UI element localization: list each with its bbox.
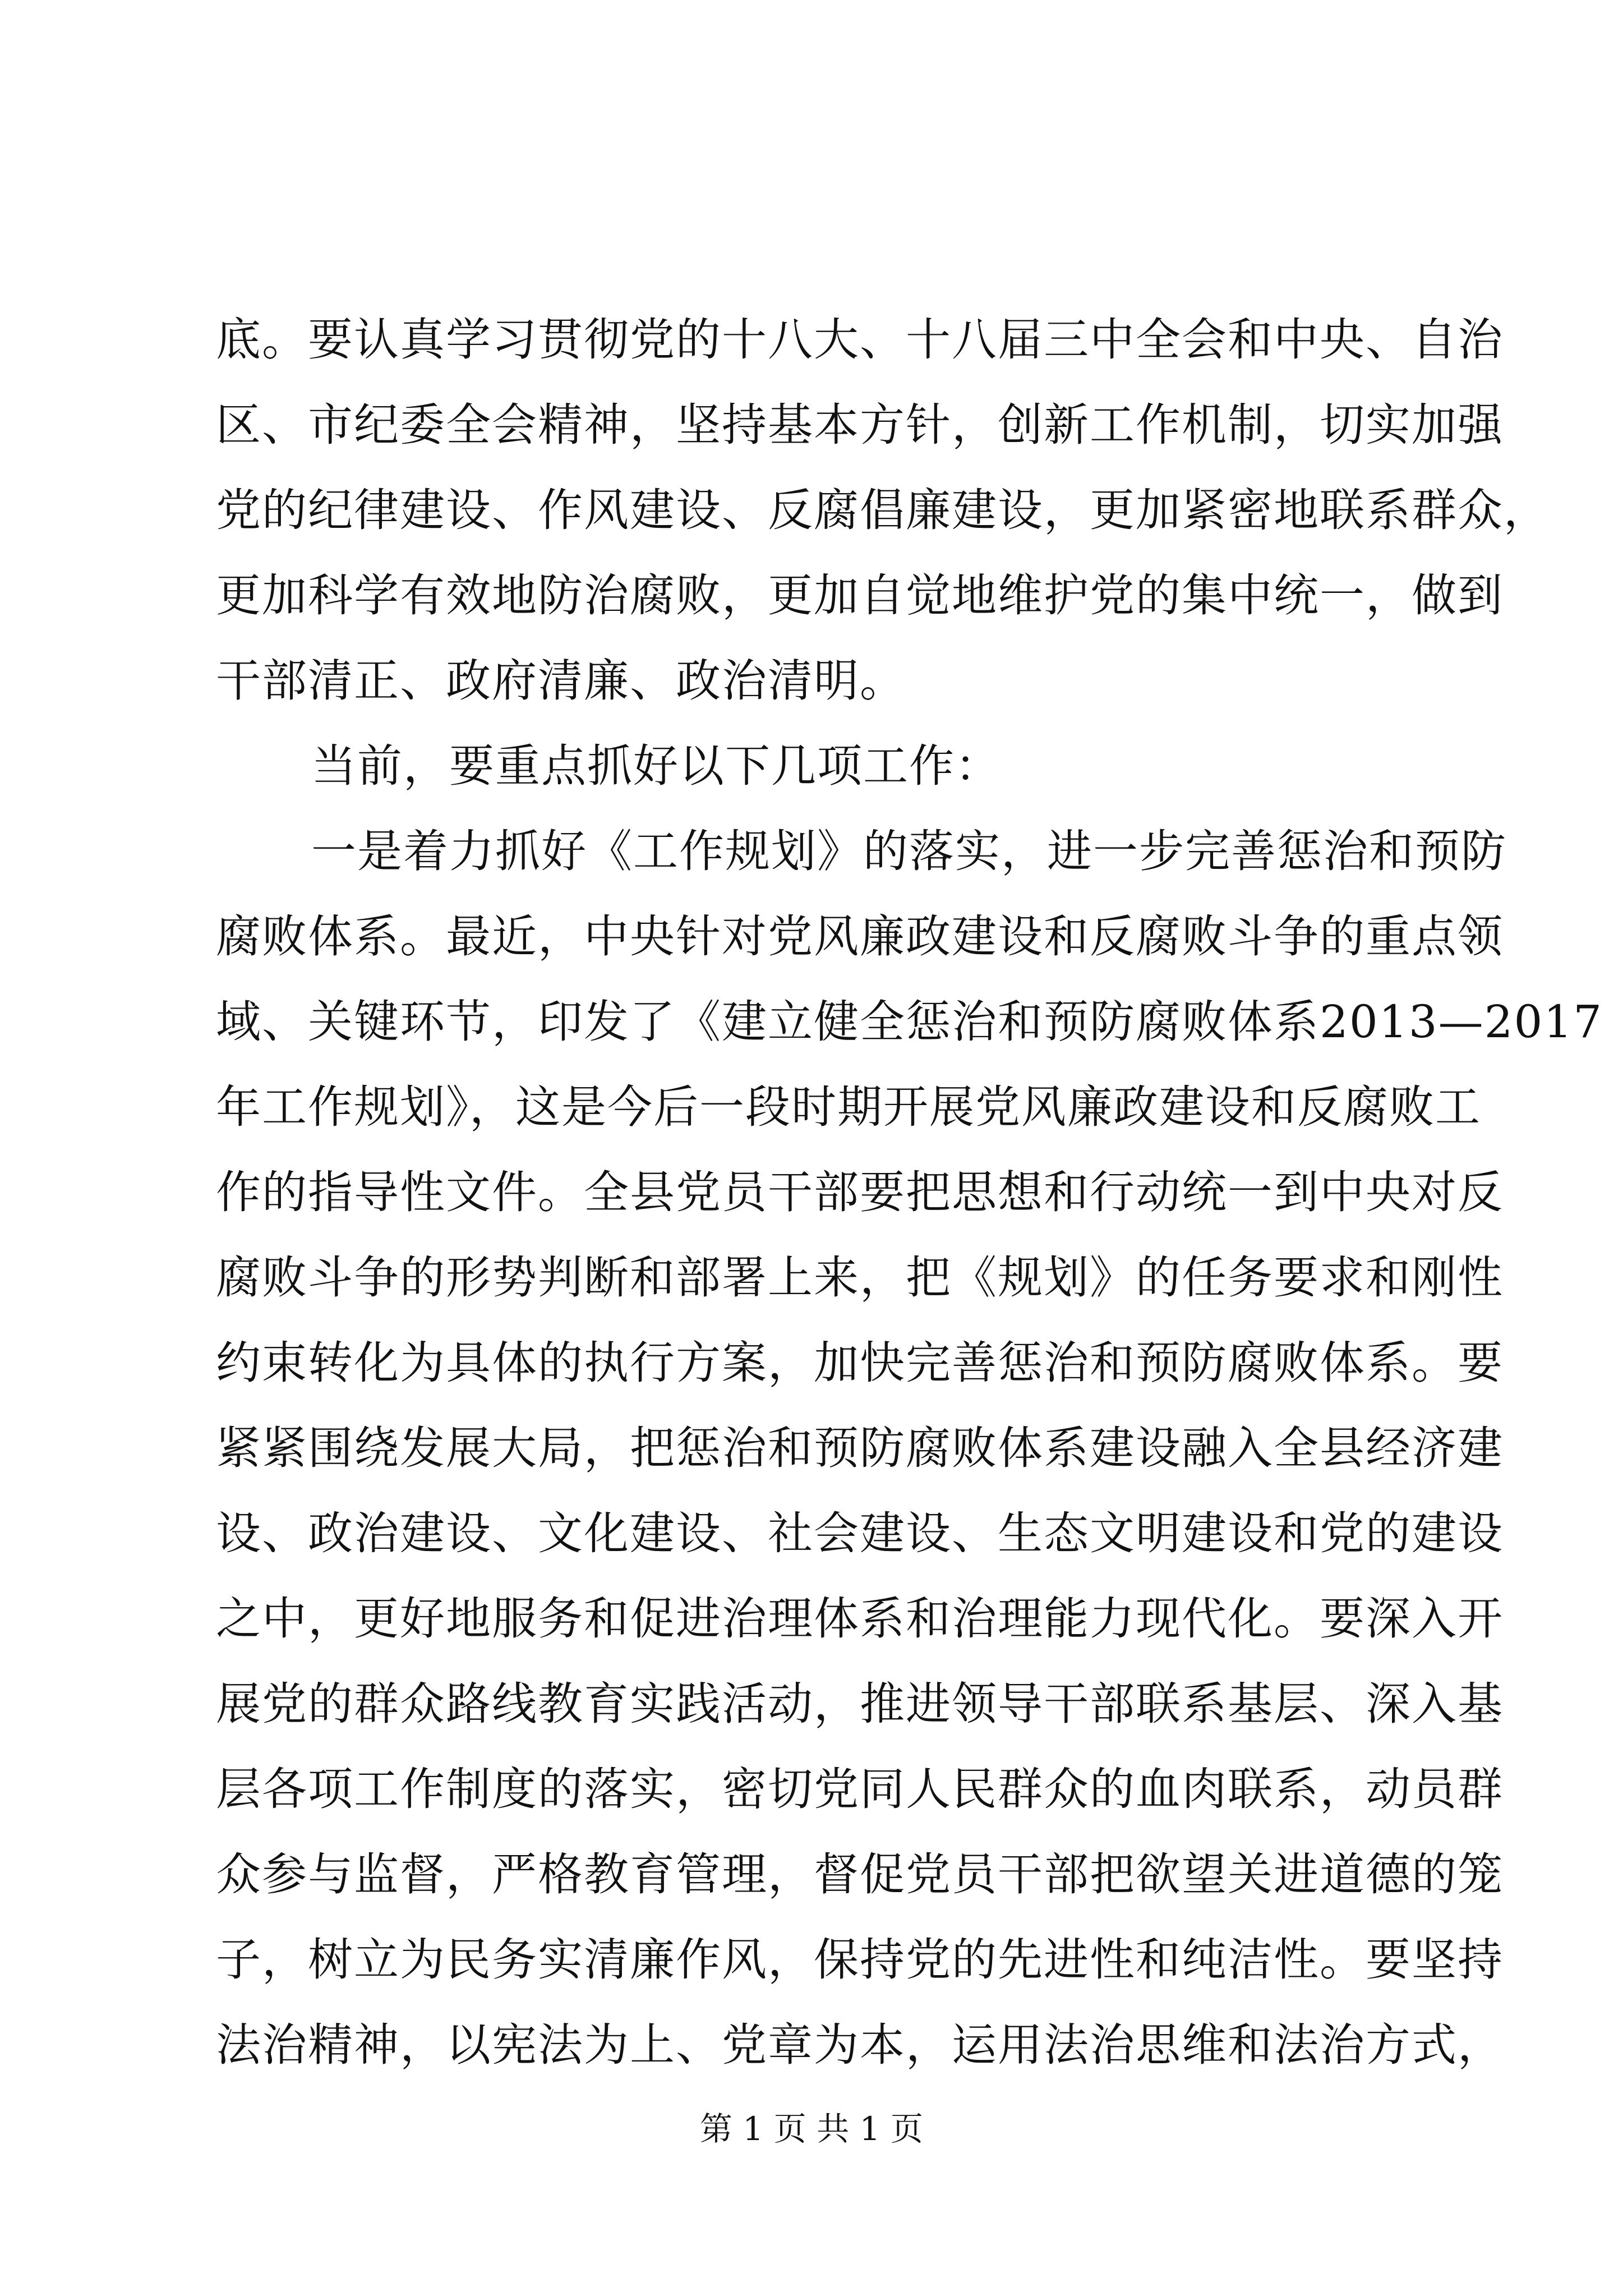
text-line: 腐败斗争的形势判断和部署上来，把《规划》的任务要求和刚性 [216, 1251, 1504, 1304]
text-line: 干部清正、政府清廉、政治清明。 [216, 655, 906, 707]
text-line: 法治精神，以宪法为上、党章为本，运用法治思维和法治方式， [216, 2019, 1504, 2071]
text-line: 党的纪律建设、作风建设、反腐倡廉建设，更加紧密地联系群众， [216, 484, 1550, 536]
text-line: 腐败体系。最近，中央针对党风廉政建设和反腐败斗争的重点领 [216, 910, 1504, 963]
text-line: 区、市纪委全会精神，坚持基本方针，创新工作机制，切实加强 [216, 399, 1504, 451]
text-line: 底。要认真学习贯彻党的十八大、十八届三中全会和中央、自治 [216, 314, 1504, 366]
text-line: 一是着力抓好《工作规划》的落实，进一步完善惩治和预防 [311, 825, 1507, 877]
text-line: 约束转化为具体的执行方案，加快完善惩治和预防腐败体系。要 [216, 1337, 1504, 1389]
text-line: 子，树立为民务实清廉作风，保持党的先进性和纯洁性。要坚持 [216, 1934, 1504, 1986]
text-line: 作的指导性文件。全县党员干部要把思想和行动统一到中央对反 [216, 1166, 1504, 1218]
text-line: 层各项工作制度的落实，密切党同人民群众的血肉联系，动员群 [216, 1763, 1504, 1815]
document-body [216, 297, 1603, 2088]
text-line: 众参与监督，严格教育管理，督促党员干部把欲望关进道德的笼 [216, 1848, 1504, 1901]
paragraph-heading-line: 当前，要重点抓好以下几项工作： [311, 740, 1001, 792]
text-line: 年工作规划》，这是今后一段时期开展党风廉政建设和反腐败工 [216, 1081, 1481, 1133]
text-line: 之中，更好地服务和促进治理体系和治理能力现代化。要深入开 [216, 1593, 1504, 1645]
page-number-footer: 第 1 页 共 1 页 [700, 2110, 923, 2148]
text-line: 设、政治建设、文化建设、社会建设、生态文明建设和党的建设 [216, 1507, 1504, 1559]
text-line: 更加科学有效地防治腐败，更加自觉地维护党的集中统一，做到 [216, 569, 1504, 622]
text-line: 展党的群众路线教育实践活动，推进领导干部联系基层、深入基 [216, 1678, 1504, 1730]
text-line: 紧紧围绕发展大局，把惩治和预防腐败体系建设融入全县经济建 [216, 1422, 1504, 1474]
text-line: 域、关键环节，印发了《建立健全惩治和预防腐败体系2013—2017 [216, 996, 1603, 1048]
